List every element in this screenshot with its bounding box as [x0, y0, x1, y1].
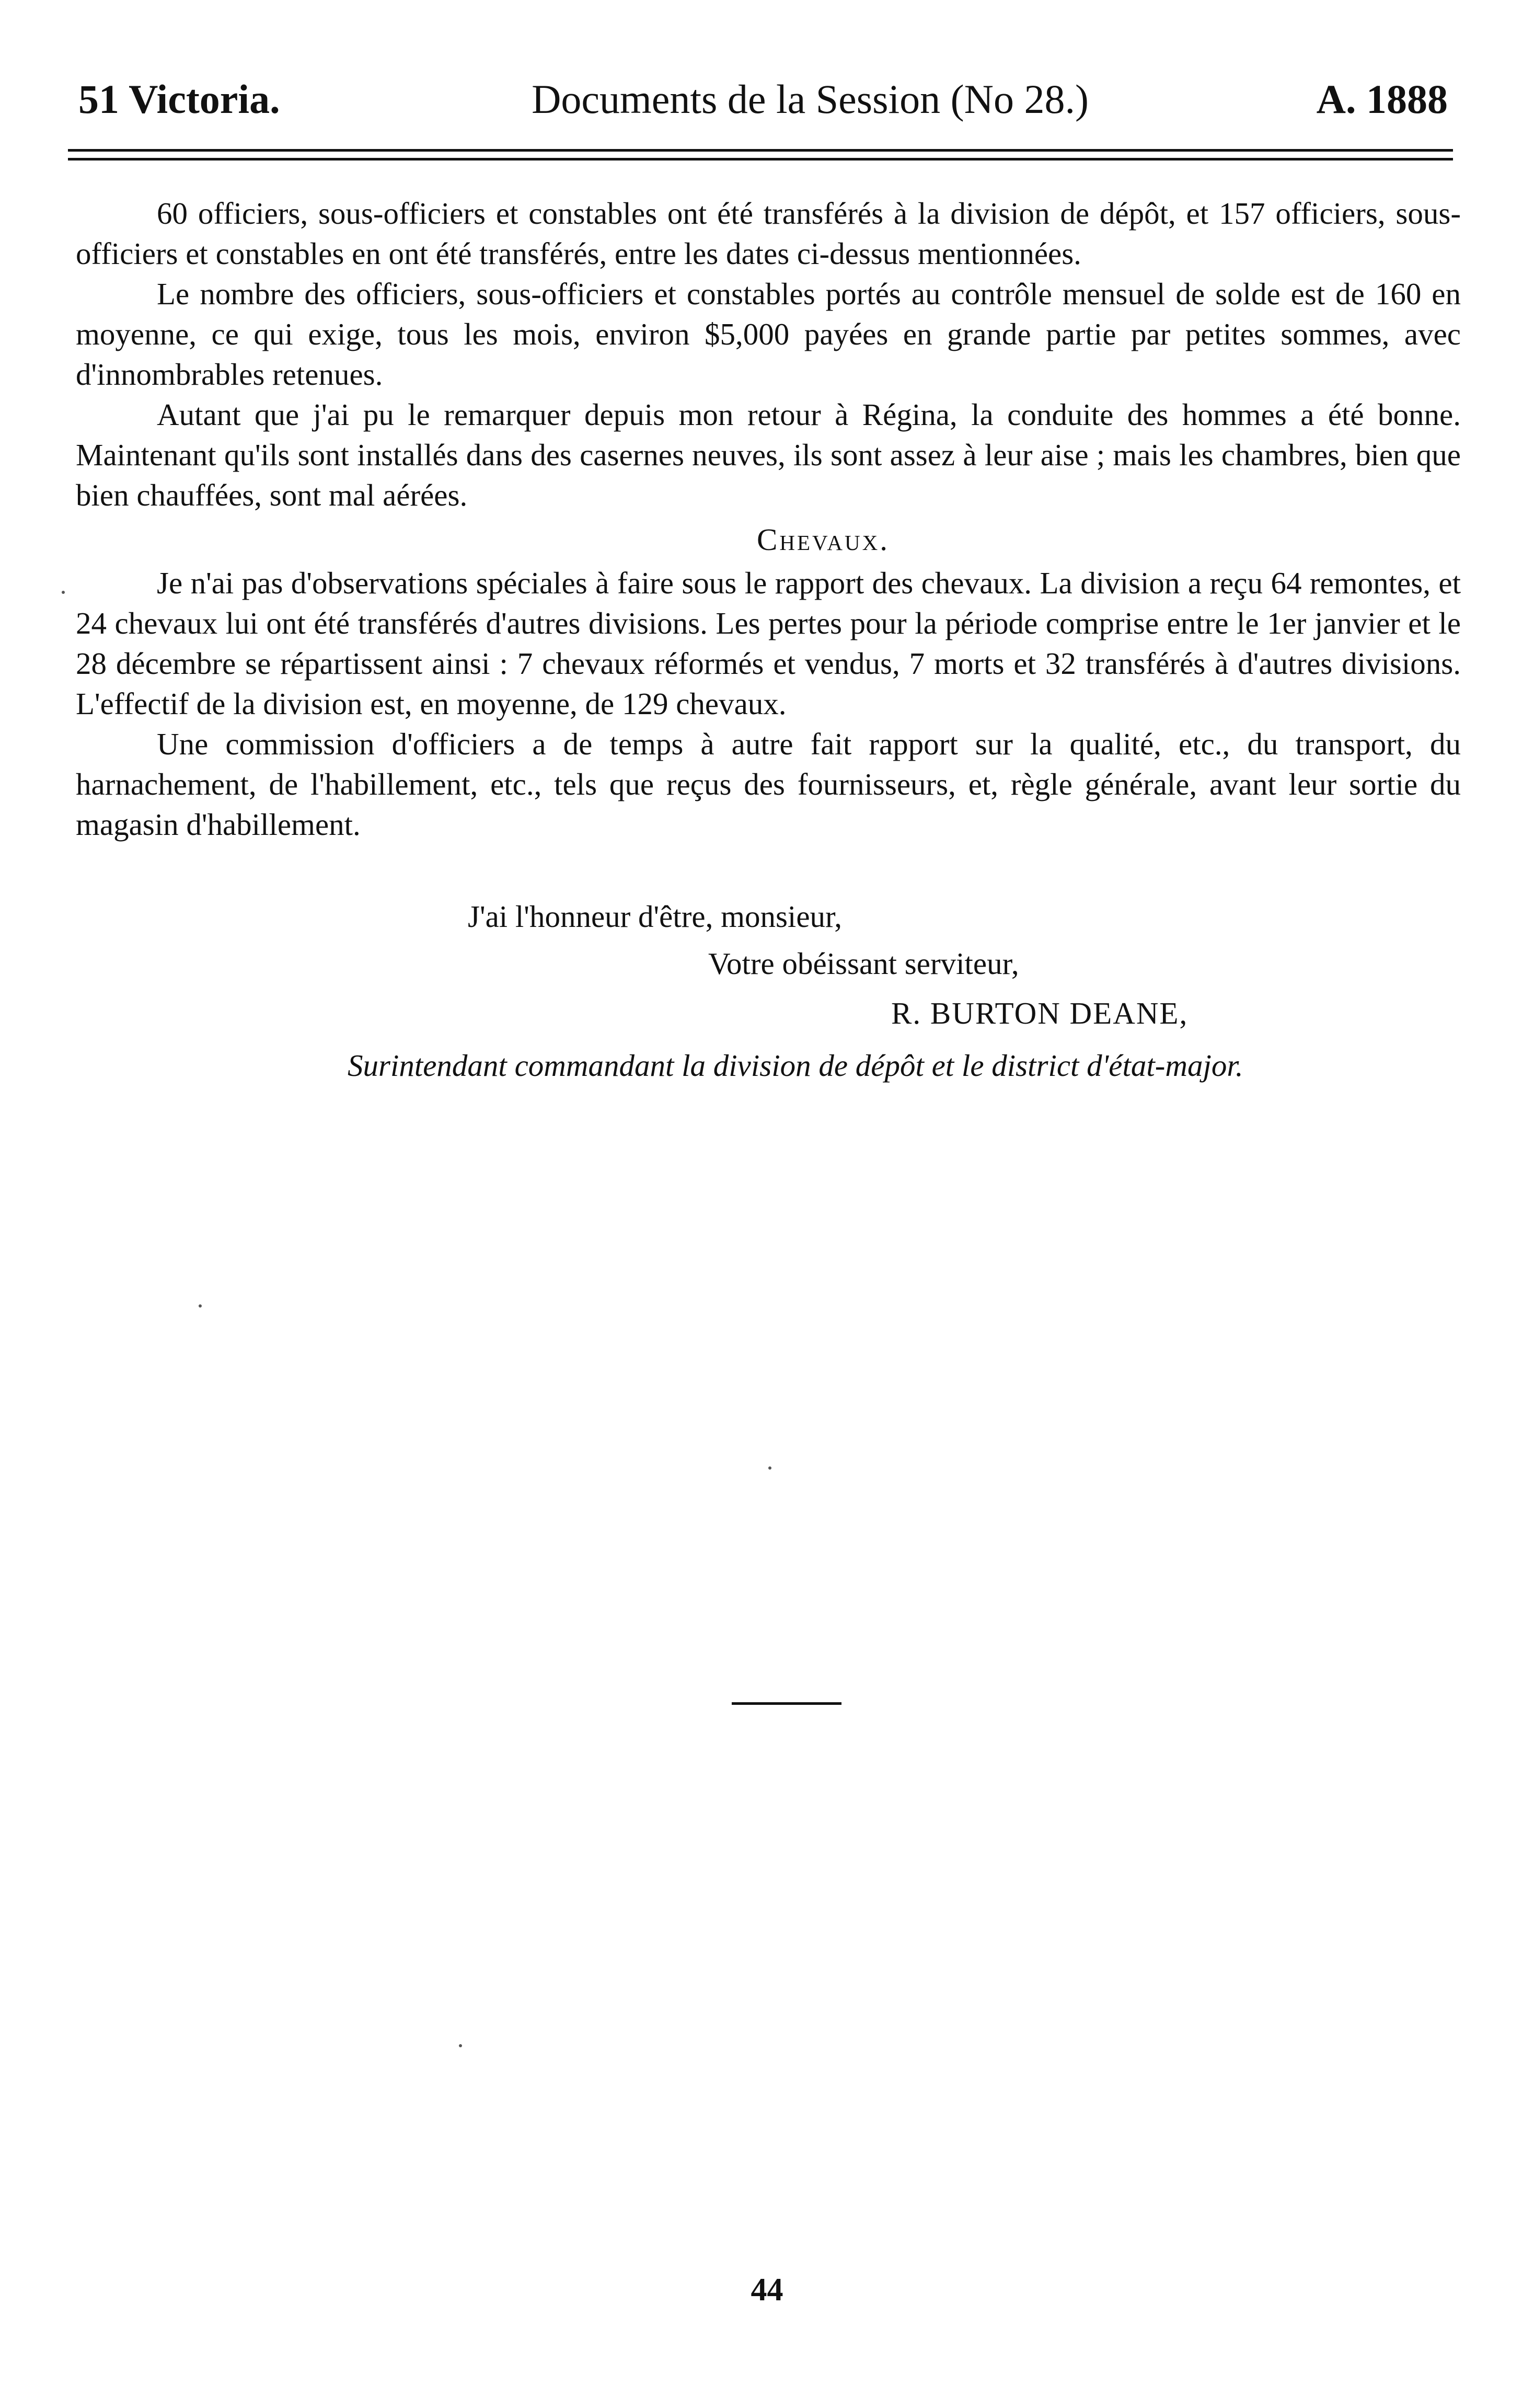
running-header [78, 73, 1448, 125]
signatory-title: Surintendant commandant la division de dépôt et le district d'état-major. [348, 1048, 1243, 1083]
paragraph-horses: Je n'ai pas d'observations spéciales à faire sous le rapport des chevaux. La division a reçu 64 remontes, et 24 chevaux lui ont été transférés d'autres divisions. Les pertes pour la période comprise entre le 1er janvier et le 28 décembre se répartissent ainsi : 7 chevaux réformés et vendus, 7 morts et 32 transférés à d'autres divisions. L'effectif de la division est, en moyenne, de 129 chevaux. [76, 566, 1461, 721]
page-number: 44 [751, 2272, 783, 2308]
header-title: Documents de la Session (No 28.) [532, 76, 1089, 122]
paragraph-transfers: 60 officiers, sous-officiers et constables ont été transférés à la division de dépôt, et 157 officiers, sous-officiers et constables en ont été transférés, entre les dates ci-dessus mentionnées. [76, 196, 1461, 271]
print-speck [199, 1304, 202, 1308]
section-heading-horses: Chevaux. [757, 522, 890, 557]
paragraph-pay: Le nombre des officiers, sous-officiers et constables portés au contrôle mensuel de solde est de 160 en moyenne, ce qui exige, tous les mois, environ $5,000 payées en grande partie par petites sommes, avec d'innombrables retenues. [76, 277, 1461, 392]
letter-closing [76, 897, 1461, 1086]
end-rule [732, 1702, 841, 1705]
print-speck [62, 591, 65, 594]
complimentary-close: Votre obéissant serviteur, [708, 946, 1019, 981]
paragraph-commission: Une commission d'officiers a de temps à autre fait rapport sur la qualité, etc., du transport, du harnachement, de l'habillement, etc., tels que reçus des fournisseurs, et, règle générale, avant leur sortie du magasin d'habillement. [76, 727, 1461, 842]
header-year: A. 1888 [1316, 76, 1448, 122]
signature: R. BURTON DEANE, [891, 996, 1189, 1030]
header-volume: 51 Victoria. [78, 76, 280, 122]
salutation: J'ai l'honneur d'être, monsieur, [468, 899, 843, 934]
print-speck [459, 2044, 462, 2047]
report-body [76, 193, 1461, 845]
paragraph-conduct: Autant que j'ai pu le remarquer depuis mon retour à Régina, la conduite des hommes a été bonne. Maintenant qu'ils sont installés dans des casernes neuves, ils sont assez à leur aise ; mais les chambres, bien que bien chauffées, sont mal aérées. [76, 397, 1461, 512]
header-rule-top [68, 149, 1453, 152]
print-speck [768, 1466, 771, 1470]
header-rule-bottom [68, 158, 1453, 160]
